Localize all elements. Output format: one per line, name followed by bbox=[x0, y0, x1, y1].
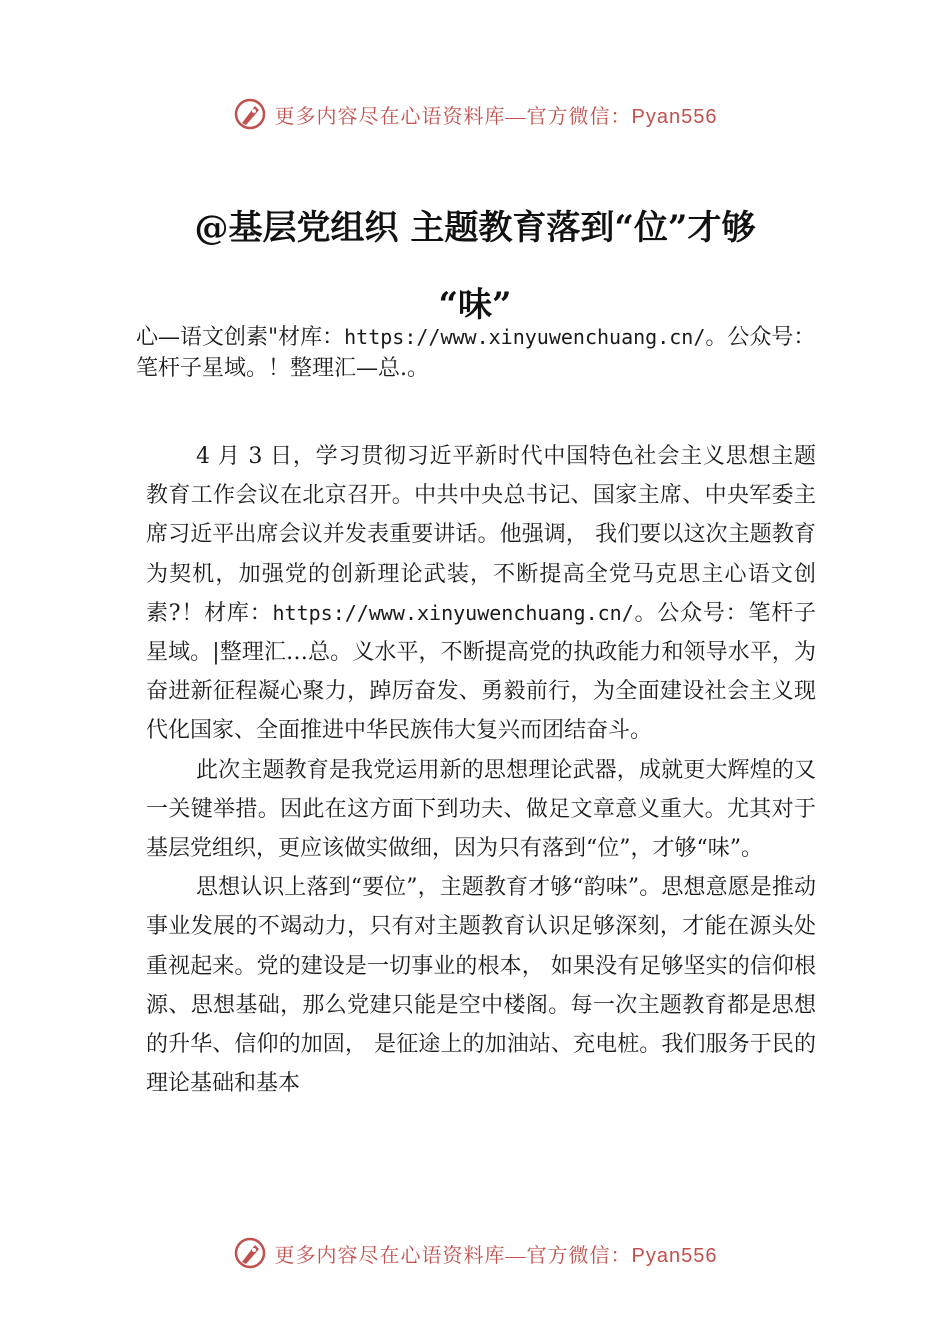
banner-text: 更多内容尽在心语资料库—官方微信：Pyan556 bbox=[274, 1244, 718, 1267]
document-title-line-1: @基层党组织 主题教育落到“位”才够 bbox=[194, 208, 756, 248]
header-banner bbox=[0, 94, 950, 134]
source-url: https://www.xinyuwenchuang.cn/ bbox=[344, 325, 706, 349]
source-suffix: 。公众号：笔杆子星域。！整理汇—总.。 bbox=[136, 325, 816, 381]
paragraph-2: 此次主题教育是我党运用新的思想理论武器，成就更大辉煌的又一关键举措。因此在这方面下到功夫、做足文章意义重大。尤其对于基层党组织，更应该做实做细，因为只有落到“位”，才够“味”。 bbox=[146, 757, 816, 862]
pen-nib-logo-icon bbox=[233, 97, 267, 131]
footer-banner bbox=[0, 1233, 950, 1273]
pen-nib-logo-icon bbox=[233, 1236, 267, 1270]
banner-text: 更多内容尽在心语资料库—官方微信：Pyan556 bbox=[274, 105, 718, 128]
article-body bbox=[146, 437, 816, 1103]
paragraph-1-url: https://www.xinyuwenchuang.cn/ bbox=[272, 600, 634, 625]
paragraph-1: 4 月 3 日，学习贯彻习近平新时代中国特色社会主义思想主题教育工作会议在北京召开。中共中央总书记、国家主席、中央军委主席习近平出席会议并发表重要讲话。他强调， 我们要以这次主题教育为契机，加强党的创新理论武装，不断提高全党马克思主心语文创素?！材库：https://www.xinyuwenchuang.cn/。公众号：笔杆子星域。|整理汇…总。义水平，不断提高党的执政能力和领导水平，为奋进新征程凝心聚力，踔厉奋发、勇毅前行，为全面建设社会主义现代化国家、全面推进中华民族伟大复兴而团结奋斗。 bbox=[146, 444, 816, 744]
banner-handle: Pyan556 bbox=[631, 105, 718, 128]
banner-handle: Pyan556 bbox=[631, 1244, 718, 1267]
document-title-line-2: “味” bbox=[438, 285, 512, 325]
paragraph-3: 思想认识上落到“要位”，主题教育才够“韵味”。思想意愿是推动事业发展的不竭动力，只有对主题教育认识足够深刻，才能在源头处重视起来。党的建设是一切事业的根本， 如果没有足够坚实的信仰根源、思想基础，那么党建只能是空中楼阁。每一次主题教育都是思想的升华、信仰的加固， 是征途上的加油站、充电桩。我们服务于民的理论基础和基本 bbox=[146, 875, 816, 1097]
source-prefix: 心—语文创素"材库： bbox=[136, 325, 345, 350]
source-note bbox=[136, 322, 826, 384]
